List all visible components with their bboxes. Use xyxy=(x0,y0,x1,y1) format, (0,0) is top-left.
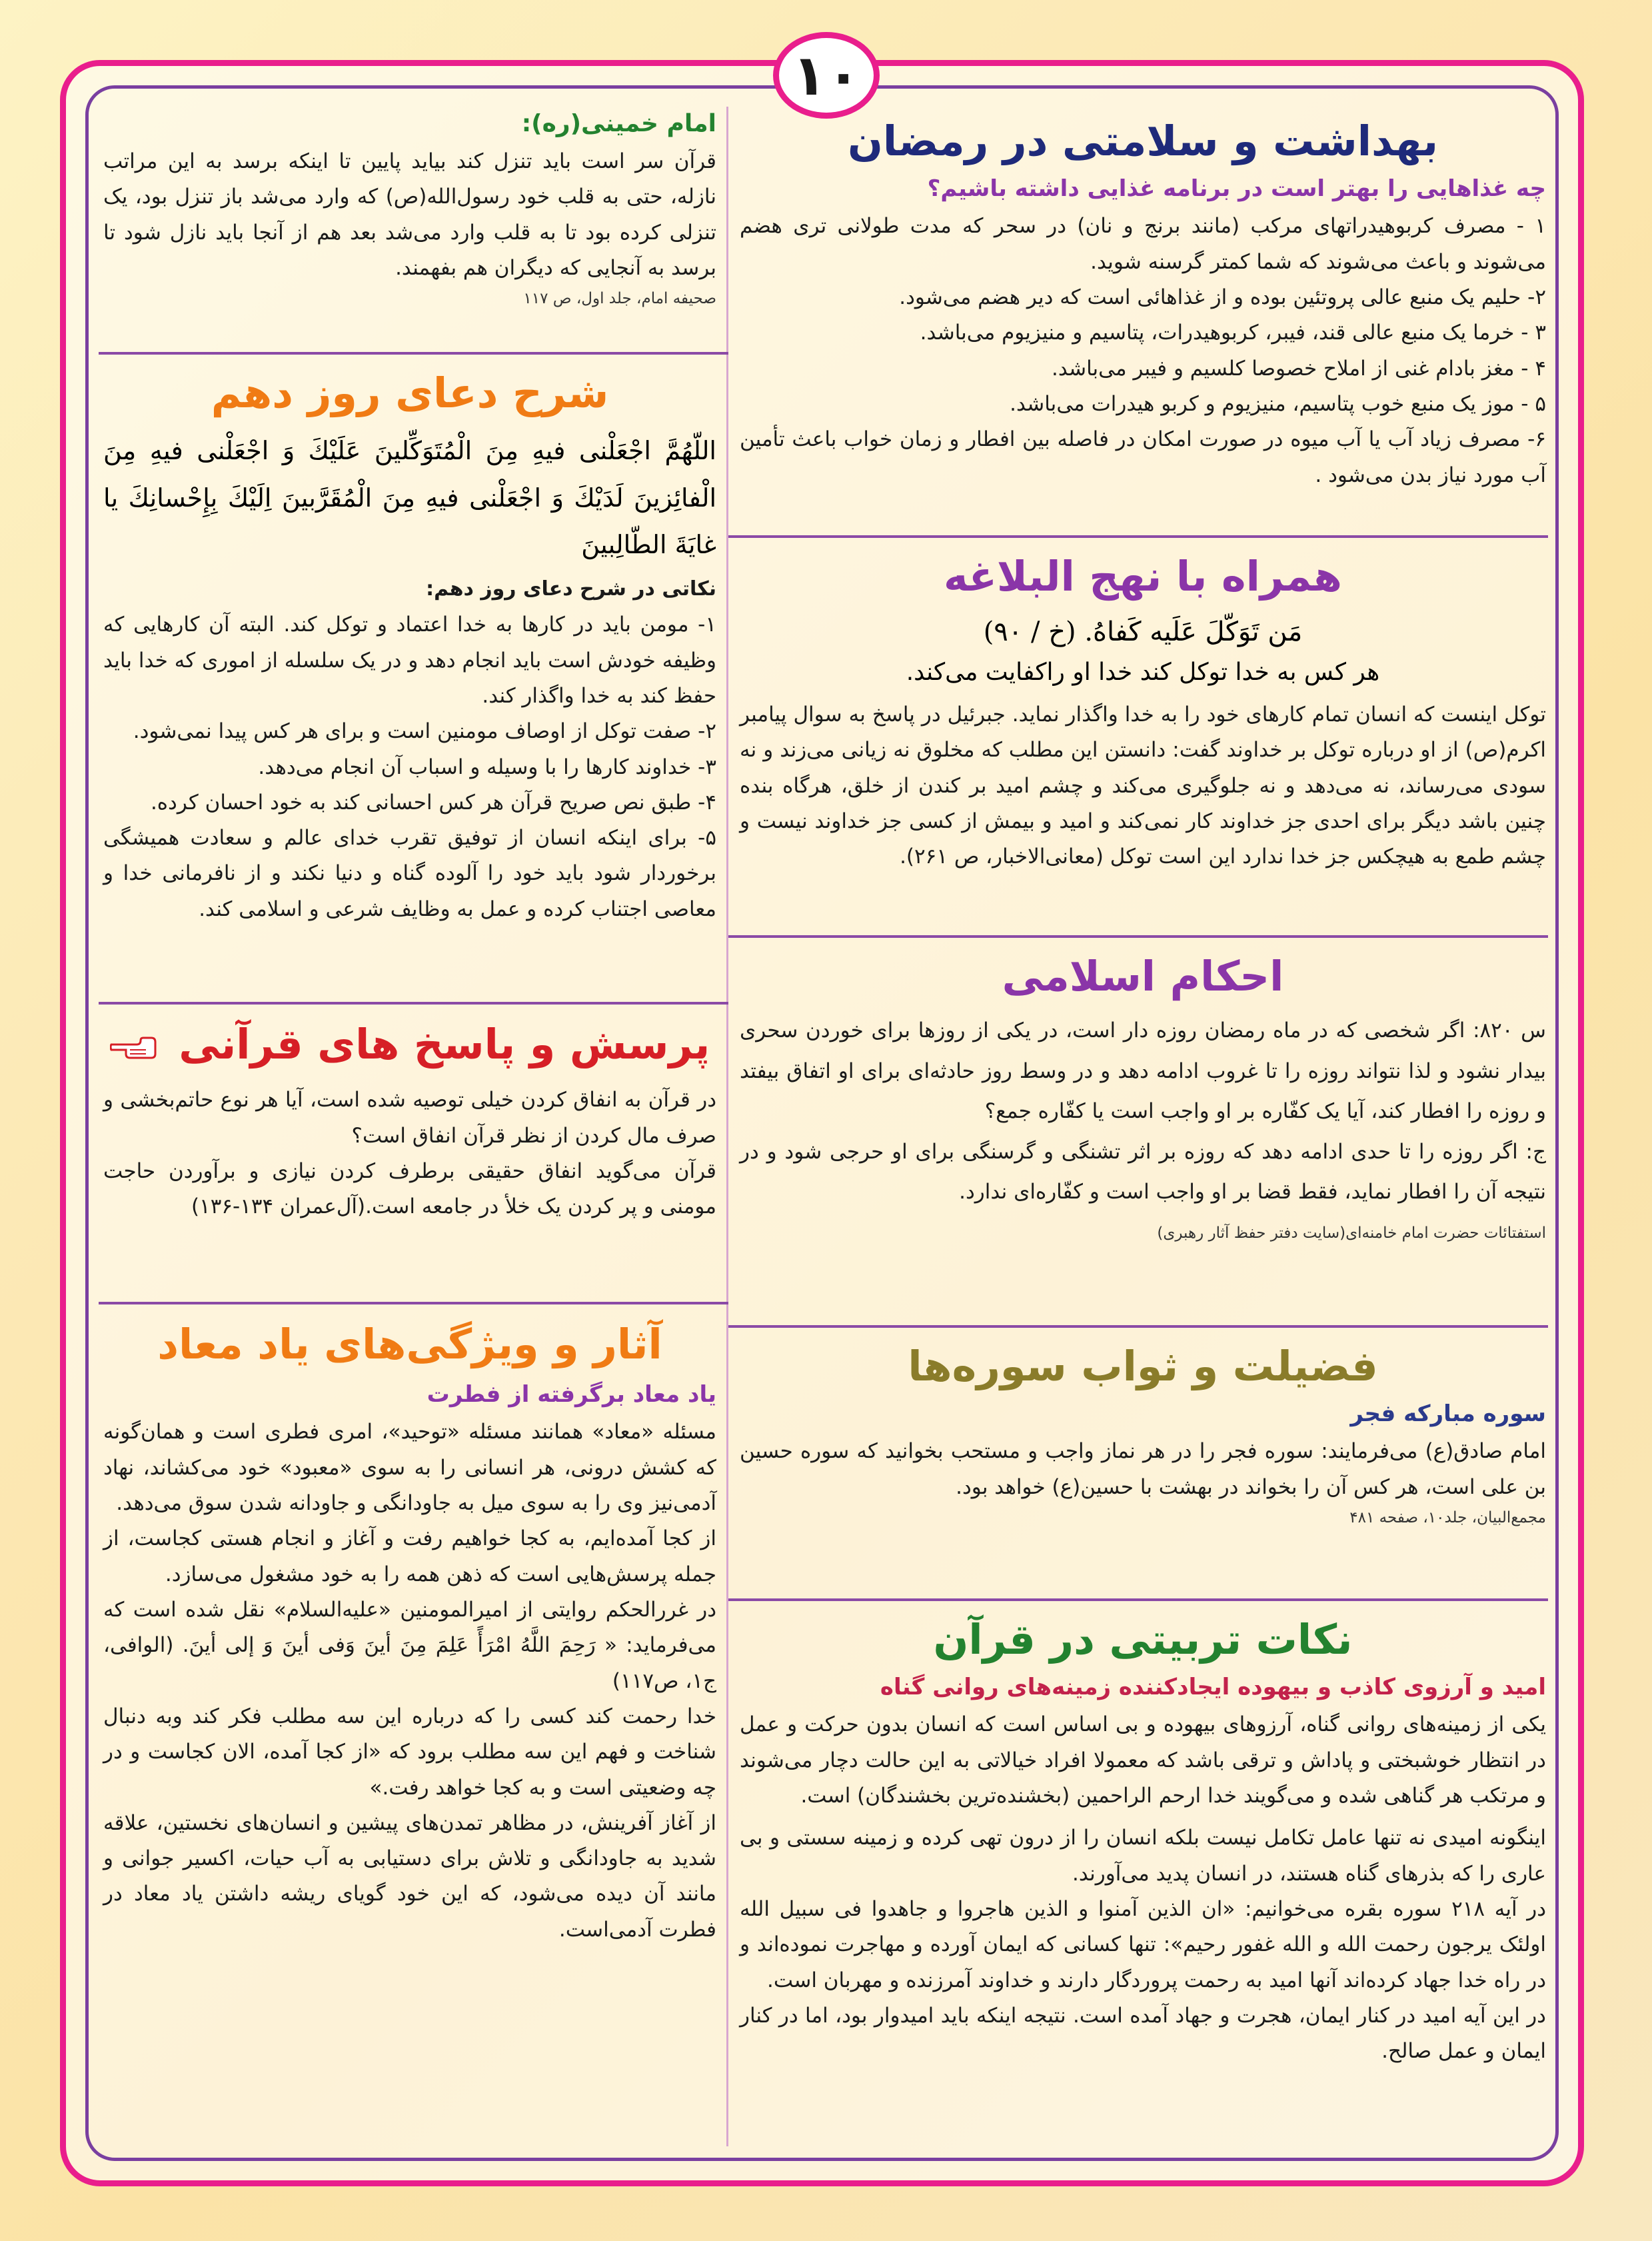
maad-section xyxy=(103,1320,716,2150)
doa-note: ۳- خداوند کارها را با وسیله و اسباب آن انجام می‌دهد. xyxy=(258,755,716,779)
fazilat-title: فضیلت و ثواب سوره‌ها xyxy=(908,1342,1378,1390)
doa-section xyxy=(103,369,716,995)
tarbiati-subtitle: امید و آرزوی کاذب و بیهوده ایجادکننده زمینه‌های روانی گناه xyxy=(880,1674,1546,1701)
health-item: ۴ - مغز بادام غنی از املاح خصوصا کلسیم و فیبر می‌باشد. xyxy=(1051,356,1546,381)
maad-paragraph: در غررالحکم روایتی از امیرالمومنین «علیه‌السلام» نقل شده است که می‌فرماید: « رَحِمَ اللَّهُ امْرَأً عَلِمَ مِنَ أینَ وَفی أینَ وَ إلی أینَ. (الوافی، ج۱، ص۱۱۷) xyxy=(103,1597,716,1693)
health-item: ۲- حلیم یک منبع عالی پروتئین بوده و از غذاهائی است که دیر هضم می‌شود. xyxy=(899,285,1546,310)
section-divider xyxy=(728,935,1548,938)
health-item: ۶- مصرف زیاد آب یا آب میوه در صورت امکان در فاصله بین افطار و زمان خواب باعث تأمین آب مورد نیاز بدن می‌شود . xyxy=(740,427,1546,487)
doa-note: ۵- برای اینکه انسان از توفیق تقرب خدای عالم و سعادت همیشگی برخوردار شود باید خود را آلوده گناه و دنیا نکند و از نافرمانی خدا و معاصی اجتناب کرده و عمل به وظایف شرعی و اسلامی کند. xyxy=(103,826,716,921)
maad-subtitle: یاد معاد برگرفته از فطرت xyxy=(426,1381,716,1408)
tarbiati-section xyxy=(740,1615,1546,2148)
health-title: بهداشت و سلامتی در رمضان xyxy=(847,117,1439,165)
fazilat-section xyxy=(740,1342,1546,1588)
porsesh-title: پرسش و پاسخ های قرآنی xyxy=(179,1020,710,1069)
section-divider xyxy=(728,1325,1548,1328)
health-item: ۵ - موز یک منبع خوب پتاسیم، منیزیوم و کربو هیدرات می‌باشد. xyxy=(1010,391,1546,416)
porsesh-answer: قرآن می‌گوید انفاق حقیقی برطرف کردن نیازی و برآوردن حاجت مومنی و پر کردن یک خلأ در جامعه است.(آل‌عمران ۱۳۴-۱۳۶) xyxy=(103,1159,716,1219)
column-divider xyxy=(726,107,728,2146)
fazilat-source: مجمع‌البیان، جلد۱۰، صفحه ۴۸۱ xyxy=(1349,1509,1546,1527)
maad-title: آثار و ویژگی‌های یاد معاد xyxy=(157,1320,662,1368)
nahj-title: همراه با نهج البلاغه xyxy=(943,552,1343,601)
ahkam-answer: ج: اگر روزه را تا حدی ادامه دهد که روزه بر اثر تشنگی و گرسنگی برای او حرجی شود و در نتیجه آن را افطار نماید، فقط قضا بر او واجب است و کفّاره‌ای ندارد. xyxy=(740,1139,1546,1204)
fazilat-body: امام صادق(ع) می‌فرمایند: سوره فجر را در هر نماز واجب و مستحب بخوانید که سوره حسین بن علی است، هر کس آن را بخواند در بهشت با حسین(ع) خواهد بود. xyxy=(740,1439,1546,1499)
section-divider xyxy=(99,1002,728,1005)
ahkam-source: استفتائات حضرت امام خامنه‌ای(سایت دفتر حفظ آثار رهبری) xyxy=(1157,1224,1546,1242)
doa-notes-title: نکاتی در شرح دعای روز دهم: xyxy=(426,577,716,601)
porsesh-question: در قرآن به انفاق کردن خیلی توصیه شده است، آیا هر نوع حاتم‌بخشی و صرف مال کردن از نظر قرآن انفاق است؟ xyxy=(103,1088,716,1148)
tarbiati-paragraph: در این آیه امید در کنار ایمان، هجرت و جهاد آمده است. نتیجه اینکه باید امیدوار بود، اما در کنار ایمان و عمل صالح. xyxy=(740,2003,1546,2064)
tarbiati-paragraph: در آیه ۲۱۸ سوره بقره می‌خوانیم: «ان الذین آمنوا و الذین هاجروا و جاهدوا فی سبیل الله اولئک یرجون رحمت الله و الله غفور رحیم»: تنها کسانی که ایمان آورده و مهاجرت نموده‌اند و در راه خدا جهاد کرده‌اند آنها امید به رحمت پروردگار دارند و خداوند آمرزنده و مهربان است. xyxy=(740,1896,1547,1992)
ahkam-question: س ۸۲۰: اگر شخصی که در ماه رمضان روزه دار است، در یکی از روزها برای خوردن سحری بیدار نشود و لذا نتواند روزه را تا غروب ادامه دهد و در وسط روز حادثه‌ای برای او اتفاق بیفتد و روزه را افطار کند، آیا یک کفّاره بر او واجب است یا کفّاره جمع؟ xyxy=(740,1019,1546,1124)
maad-paragraph: مسئله «معاد» همانند مسئله «توحید»، امری فطری است و همان‌گونه که کشش درونی، هر انسانی را به سوی «معبود» خود می‌کشاند، نهاد آدمی‌نیز وی را به سوی میل به جاودانگی و جاودانه شدن سوق می‌دهد. xyxy=(103,1420,716,1516)
page-number: ۱۰ xyxy=(792,43,861,108)
pointing-hand-icon xyxy=(110,1035,157,1059)
doa-title: شرح دعای روز دهم xyxy=(211,369,609,417)
maad-paragraph: از آغاز آفرینش، در مظاهر تمدن‌های پیشین و انسان‌های نخستین، علاقه شدید به جاودانگی و تلاش برای دستیابی به آب حیات، اکسیر جوانی و مانند آن دیده می‌شود، که این خود گویای ریشه داشتن یاد معاد در فطرت آدمی‌است. xyxy=(103,1810,716,1942)
health-section xyxy=(740,117,1546,527)
health-item: ۳ - خرما یک منبع عالی قند، فیبر، کربوهیدرات، پتاسیم و منیزیوم می‌باشد. xyxy=(920,321,1546,345)
page-number-badge xyxy=(773,32,880,119)
fazilat-subtitle: سوره مبارکه فجر xyxy=(1350,1400,1546,1428)
nahj-translation: هر کس به خدا توکل کند خدا او راکفایت می‌کند. xyxy=(906,659,1380,687)
doa-note: ۱- مومن باید در کارها به خدا اعتماد و توکل کند. البته آن کارهایی که وظیفه خودش است باید انجام دهد و در یک سلسله از اموری که خدا باید حفظ کند به خدا واگذار کند. xyxy=(103,613,716,708)
doa-arabic-text: اللّهُمَّ اجْعَلْنی فیهِ مِنَ الْمُتَوَكِّلینَ عَلَيْكَ وَ اجْعَلْنی فیهِ مِنَ الْفائِزینَ لَدَيْكَ وَ اجْعَلْنی فیهِ مِنَ الْمُقَرَّبینَ اِلَيْكَ بِإِحْسانِكَ يا غايَةَ الطّالِبینَ xyxy=(103,436,716,559)
section-divider xyxy=(99,352,728,355)
tarbiati-paragraph: اینگونه امیدی نه تنها عامل تکامل نیست بلکه انسان را از درون تهی کرده و زمینه سستی و بی عاری را که بذرهای گناه هستند، در انسان پدید می‌آورند. xyxy=(740,1826,1546,1886)
doa-note: ۲- صفت توکل از اوصاف مومنین است و برای هر کس پیدا نمی‌شود. xyxy=(133,719,716,744)
health-item: ۱ - مصرف کربوهیدراتهای مرکب (مانند برنج و نان) در سحر که مدت طولانی تری هضم می‌شوند و باعث می‌شوند که شما کمتر گرسنه شوید. xyxy=(740,214,1546,274)
tarbiati-paragraph: یکی از زمینه‌های روانی گناه، آرزوهای بیهوده و بی اساس است که انسان بدون حرکت و عمل در انتظار خوشبختی و پاداش و ترقی باشد که معمولا افراد خیالاتی به این حالت دچار می‌شوند و مرتکب هر گناهی شده و می‌گویند خدا ارحم الراحمین (بخشنده‌ترین بخشندگان) است. xyxy=(740,1712,1546,1808)
health-subtitle: چه غذاهایی را بهتر است در برنامه غذایی داشته باشیم؟ xyxy=(927,175,1546,203)
section-divider xyxy=(728,1598,1548,1601)
ahkam-title: احکام اسلامی xyxy=(1002,952,1284,1001)
khomeini-body: قرآن سر است باید تنزل کند بیاید پایین تا اینکه برسد به این مراتب نازله، حتی به قلب خود رسول‌الله(ص) که وارد می‌شد باز تنزل بود، یک تنزلی کرده بود تا به قلب وارد می‌شد بعد هم از آنجا باید نازل شود تا برسد به آنجایی که دیگران هم بفهمند. xyxy=(103,149,716,280)
porsesh-title-row xyxy=(103,1020,716,1069)
maad-paragraph: خدا رحمت کند کسی را که درباره این سه مطلب فکر کند وبه دنبال شناخت و فهم این سه مطلب برود که «از کجا آمده، الان کجاست و در چه وضعیتی است و به کجا خواهد رفت.» xyxy=(103,1704,716,1800)
nahj-section xyxy=(740,552,1546,925)
section-divider xyxy=(99,1302,728,1304)
maad-paragraph: از کجا آمده‌ایم، به کجا خواهیم رفت و آغاز و انجام هستی کجاست، از جمله پرسش‌هایی است که ذهن همه را به خود مشغول می‌سازد. xyxy=(103,1526,716,1586)
nahj-body: توکل اینست که انسان تمام کارهای خود را به خدا واگذار نماید. جبرئیل در پاسخ به سوال پیامبر اکرم(ص) از او درباره توکل بر خداوند گفت: دانستن این مطلب که مخلوق نه زیانی می‌زند و نه سودی می‌رساند، نه می‌دهد و نه جلوگیری می‌کند و چشم امید بر کندن از خلق، هرگاه بنده چنین باشد دیگر برای احدی جز خداوند کار نمی‌کند و امید و بیمش از کسی جز خداوند نیست و چشم طمع به هیچکس جز خدا ندارد این است توکل (معانی‌الاخبار، ص ۲۶۱). xyxy=(740,702,1546,869)
porsesh-section xyxy=(103,1020,716,1286)
khomeini-section xyxy=(103,110,716,343)
khomeini-source: صحیفه امام، جلد اول، ص ۱۱۷ xyxy=(523,290,716,308)
doa-note: ۴- طبق نص صریح قرآن هر کس احسانی کند به خود احسان کرده. xyxy=(150,790,716,815)
section-divider xyxy=(728,535,1548,538)
khomeini-title: امام خمینی(ره): xyxy=(521,110,716,137)
nahj-quote: مَن تَوَکّلَ عَلَیه کَفاهُ. (خ / ۹۰) xyxy=(983,617,1303,648)
tarbiati-title: نکات تربیتی در قرآن xyxy=(933,1615,1353,1664)
ahkam-section xyxy=(740,952,1546,1312)
